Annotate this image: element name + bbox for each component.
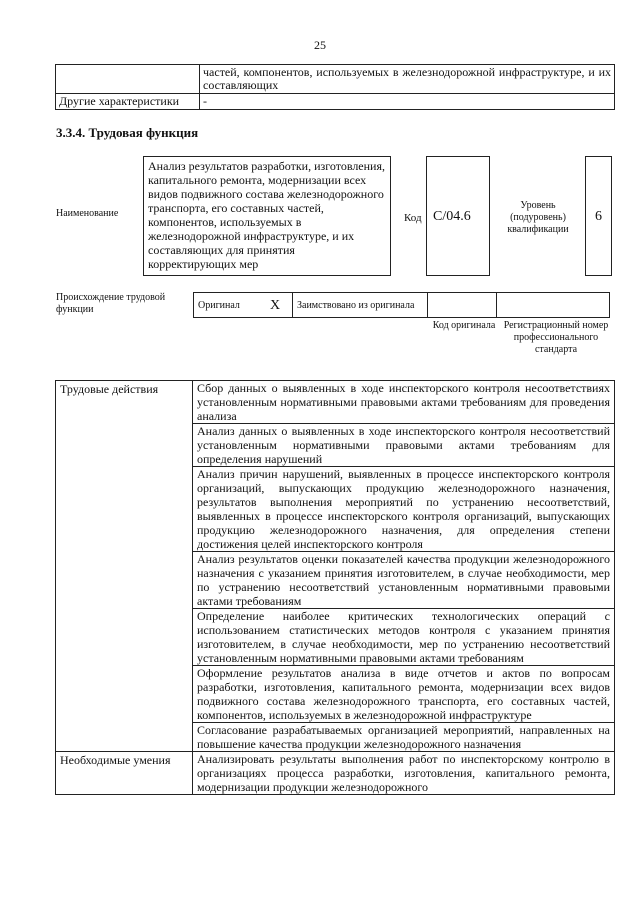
original-mark: X bbox=[258, 293, 293, 318]
skill-item: Анализировать результаты выполнения работ по инспекторскому контролю в организациях процесса разработки, изготовления, капитального ремонта, модернизации продукции железнодорожного bbox=[193, 752, 615, 795]
table-row bbox=[56, 65, 615, 94]
table-row bbox=[56, 94, 615, 110]
registration-number-caption: Регистрационный номер профессионального стандарта bbox=[503, 320, 609, 355]
qualification-level-label: Уровень (подуровень) квалификации bbox=[507, 200, 569, 235]
origin-label: Происхождение трудовой функции bbox=[56, 292, 166, 315]
original-code-cell bbox=[428, 293, 497, 318]
labor-action-item: Анализ причин нарушений, выявленных в процессе инспекторского контроля организаций, выпускающих продукцию железнодорожного назначения, результатов выполнения мероприятий по устранению несоответствий, выявленных в процессе инспекторского контроля организаций, выпускающих продукцию железнодорожного назначения, для определения степени достижения целей инспекторского контроля bbox=[193, 467, 615, 552]
borrowed-label: Заимствовано из оригинала bbox=[293, 293, 428, 318]
table-row bbox=[194, 293, 610, 318]
registration-number-cell bbox=[497, 293, 610, 318]
function-name-box: Анализ результатов разработки, изготовления, капитального ремонта, модернизации всех видов подвижного состава железнодорожного транспорта, его составных частей, компонентов, используемых в железнодорожной инфраструктуре, и их составляющих для принятия корректирующих мер bbox=[143, 156, 391, 276]
labor-action-item: Определение наиболее критических технологических операций с использованием статистических методов контроля с указанием принятия изготовителем, в случае необходимости, мер по устранению несоответствий установленным нормативными правовыми актами требованиям bbox=[193, 609, 615, 666]
characteristics-table bbox=[55, 64, 615, 110]
empty-cell bbox=[56, 65, 200, 94]
origin-table bbox=[193, 292, 610, 318]
code-label: Код bbox=[404, 212, 422, 224]
table-row bbox=[56, 381, 615, 424]
labor-action-item: Согласование разрабатываемых организацией мероприятий, направленных на повышение качества продукции железнодорожного назначения bbox=[193, 723, 615, 752]
page-number: 25 bbox=[314, 38, 326, 52]
other-characteristics-label: Другие характеристики bbox=[56, 94, 200, 110]
original-code-caption: Код оригинала bbox=[432, 320, 496, 331]
labor-function-table bbox=[55, 380, 615, 795]
labor-action-item: Сбор данных о выявленных в ходе инспекторского контроля несоответствиях установленным нормативными правовыми актами требованиям для проведения анализа bbox=[193, 381, 615, 424]
labor-action-item: Анализ результатов оценки показателей качества продукции железнодорожного назначения с указанием принятия изготовителем, в случае необходимости, мер по устранению несоответствий установленным нормативными правовыми актами требованиям bbox=[193, 552, 615, 609]
other-characteristics-value: - bbox=[200, 94, 615, 110]
continuation-cell: частей, компонентов, используемых в железнодорожной инфраструктуре, и их составляющих bbox=[200, 65, 615, 94]
name-label: Наименование bbox=[56, 208, 119, 219]
labor-actions-label: Трудовые действия bbox=[56, 381, 193, 752]
section-title: 3.3.4. Трудовая функция bbox=[56, 125, 199, 140]
original-label: Оригинал bbox=[194, 293, 259, 318]
code-value-box: C/04.6 bbox=[426, 156, 490, 276]
skills-label: Необходимые умения bbox=[56, 752, 193, 795]
labor-action-item: Анализ данных о выявленных в ходе инспекторского контроля несоответствий установленным нормативными правовыми актами требованиям для определения нарушений bbox=[193, 424, 615, 467]
labor-action-item: Оформление результатов анализа в виде отчетов и актов по вопросам разработки, изготовления, капитального ремонта, модернизации всех видов подвижного состава железнодорожного транспорта, его составных частей, компонентов, используемых в железнодорожной инфраструктуре bbox=[193, 666, 615, 723]
table-row bbox=[56, 752, 615, 795]
qualification-level-box: 6 bbox=[585, 156, 612, 276]
